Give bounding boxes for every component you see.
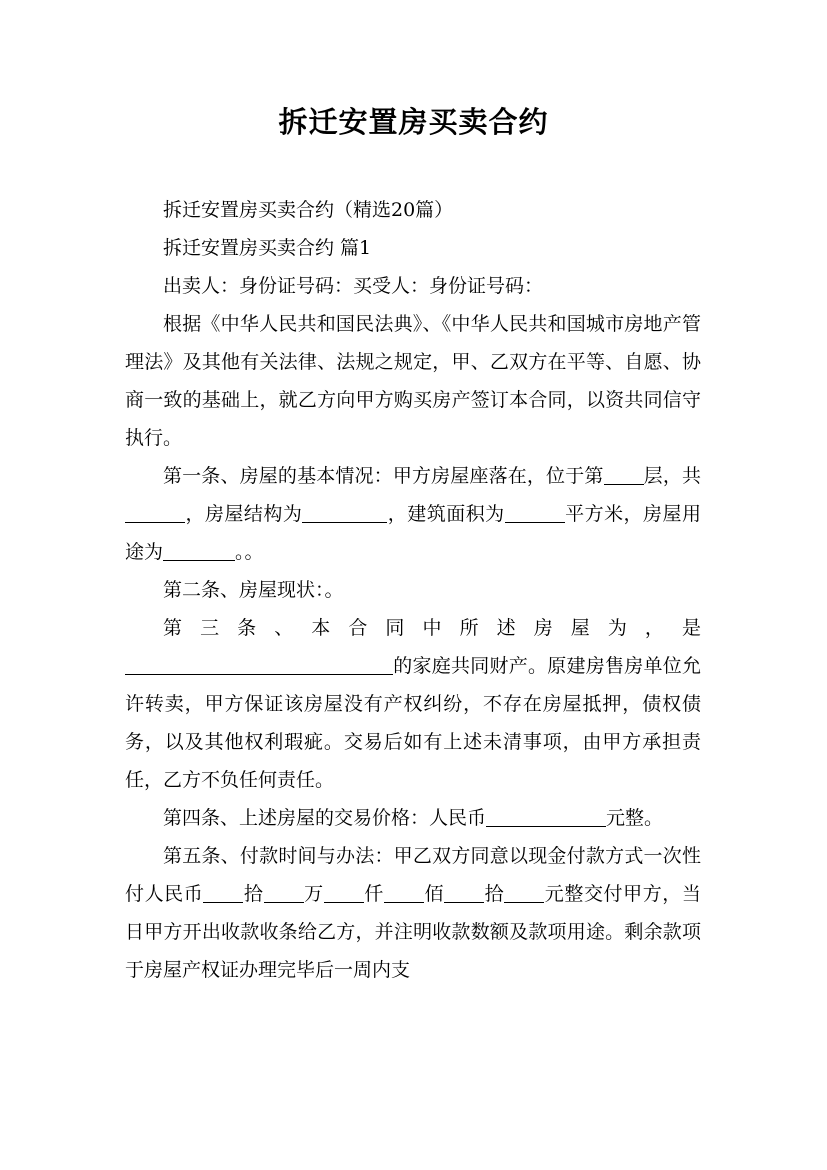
- intro-paragraph: 根据《中华人民共和国民法典》、《中华人民共和国城市房地产管理法》及其他有关法律、法规之规定，甲、乙双方在平等、自愿、协商一致的基础上，就乙方向甲方购买房产签订本合同，以资共同信守执行。: [125, 313, 701, 449]
- article-1-text-6: 。。: [235, 541, 264, 563]
- floor-blank: [604, 465, 644, 485]
- unit-qian: 仟: [363, 883, 384, 905]
- article-1-text-2: 层，共: [643, 465, 701, 487]
- document-title: 拆迁安置房买卖合约: [278, 105, 549, 139]
- unit-wan: 万: [303, 883, 324, 905]
- article-5-text-2: 整交付甲方，当日甲方开出收款收条给乙方，并注明收款数额及款项用途。剩余款项于房屋产权证办理完毕后一周内支: [125, 883, 701, 981]
- article-2-paragraph: 第二条、房屋现状：。: [163, 579, 344, 601]
- subtitle-paragraph: 拆迁安置房买卖合约（精选20篇）: [163, 199, 454, 221]
- article-4-paragraph: [125, 799, 701, 837]
- article-4-text-2: 元整。: [606, 807, 664, 829]
- unit-yuan: 元: [544, 883, 565, 905]
- parties-paragraph: 出卖人：身份证号码：买受人：身份证号码：: [163, 275, 544, 297]
- document-body: [125, 191, 701, 989]
- unit-shi: 拾: [243, 883, 264, 905]
- article-5-paragraph: [125, 837, 701, 989]
- total-floors-blank: [125, 503, 185, 523]
- article-1-text-3: ，房屋结构为: [185, 503, 303, 525]
- article-1-text-1: 第一条、房屋的基本情况：甲方房屋座落在，位于第: [163, 465, 604, 487]
- section-heading: 拆迁安置房买卖合约 篇1: [163, 237, 372, 259]
- article-3-paragraph: [125, 647, 701, 799]
- amount-blank-6: [504, 883, 544, 903]
- article-3-first-line: 第三条、本合同中所述房屋为，是: [163, 617, 701, 639]
- unit-bai: 佰: [423, 883, 445, 905]
- structure-blank: [302, 503, 387, 523]
- article-5-text-1: 第五条、付款时间与办法：甲乙双方同意以现金付款方式一次性付人民币: [125, 845, 701, 905]
- amount-blank-2: [264, 883, 304, 903]
- amount-blank-1: [203, 883, 243, 903]
- usage-blank: [163, 541, 235, 561]
- area-blank: [505, 503, 565, 523]
- article-3-text-2: 的家庭共同财产。原建房售房单位允许转卖，甲方保证该房屋没有产权纠纷，不存在房屋抵押，债权债务，以及其他权利瑕疵。交易后如有上述未清事项，由甲方承担责任，乙方不负任何责任。: [125, 655, 701, 791]
- article-4-text-1: 第四条、上述房屋的交易价格：人民币: [163, 807, 487, 829]
- amount-blank-4: [384, 883, 424, 903]
- owner-blank: [125, 655, 393, 675]
- unit-shi-2: 拾: [484, 883, 505, 905]
- amount-blank-5: [444, 883, 484, 903]
- article-1-paragraph: [125, 457, 701, 571]
- price-blank: [486, 807, 606, 827]
- amount-blank-3: [324, 883, 364, 903]
- article-1-text-4: ，建筑面积为: [387, 503, 505, 525]
- article-1-text-5: 平方米，房屋用途为: [125, 503, 701, 563]
